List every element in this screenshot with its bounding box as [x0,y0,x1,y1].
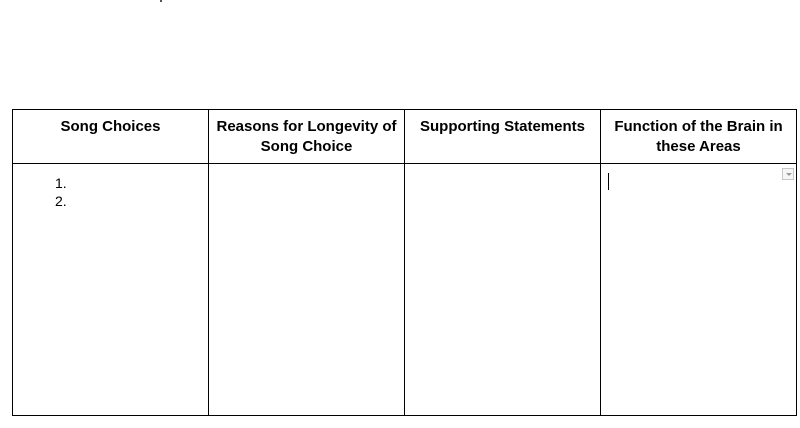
table-row [13,164,797,416]
table-header-row [13,110,797,164]
chevron-down-icon[interactable] [782,168,794,180]
cell-brain-function[interactable] [601,164,797,416]
cell-song-choices[interactable] [13,164,209,416]
header-reasons-for-longevity[interactable]: Reasons for Longevity of Song Choice [209,110,405,164]
header-brain-function[interactable]: Function of the Brain in these Areas [601,110,797,164]
song-choice-list [13,174,208,210]
header-song-choices[interactable]: Song Choices [13,110,209,164]
cell-reasons-for-longevity[interactable] [209,164,405,416]
text-cursor [608,173,609,190]
cell-supporting-statements[interactable] [405,164,601,416]
stray-mark [160,0,162,2]
song-analysis-table [12,109,797,416]
list-item[interactable]: 2. [55,193,67,209]
list-item[interactable]: 1. [55,175,67,191]
header-supporting-statements[interactable]: Supporting Statements [405,110,601,164]
